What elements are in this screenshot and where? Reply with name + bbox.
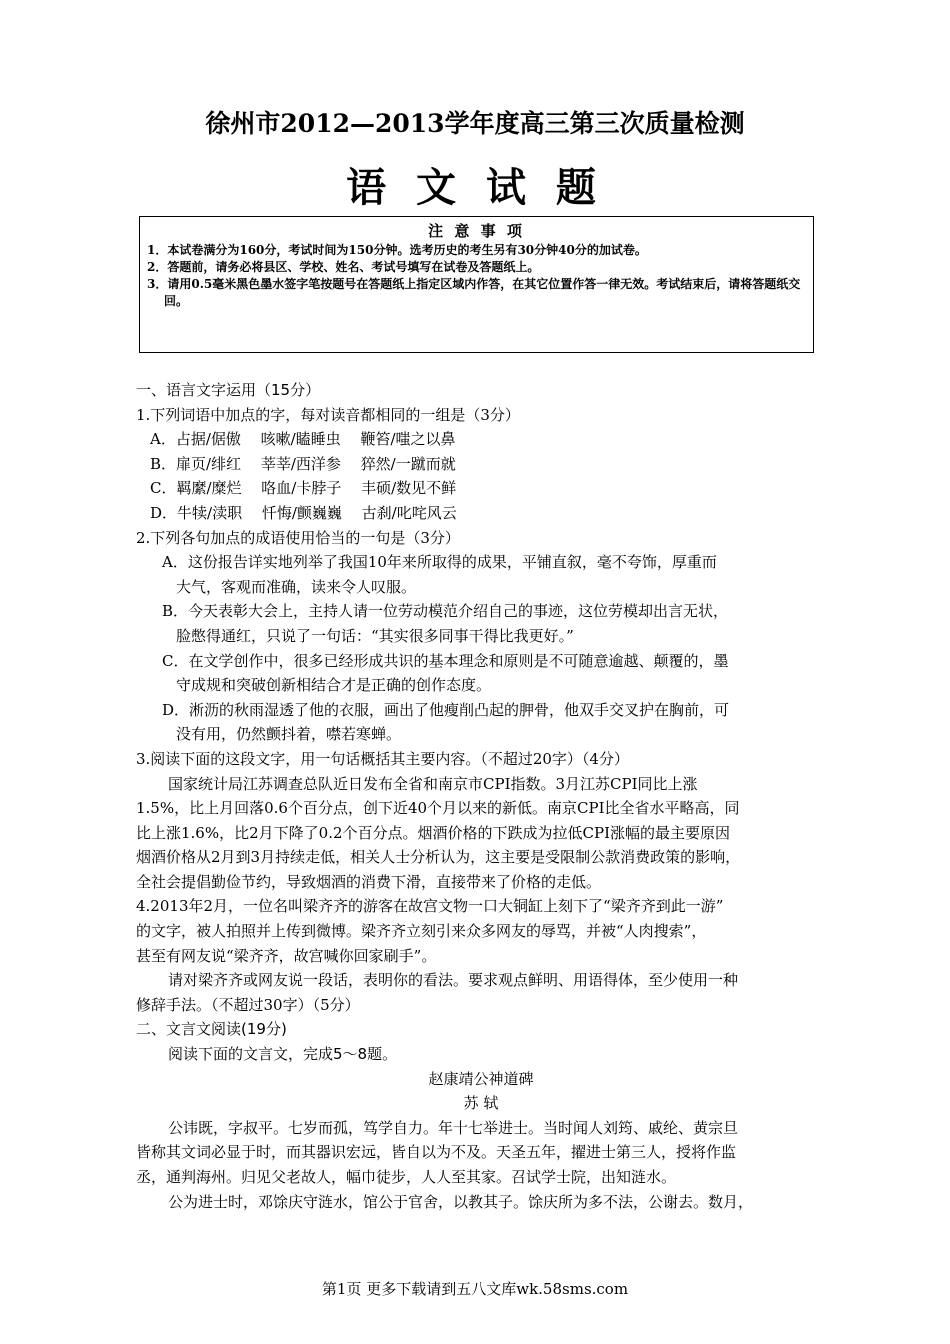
section-heading: 二、文言文阅读(19分) xyxy=(136,1020,287,1039)
question-option: A．占据/倨傲 咳嗽/瞌睡虫 鞭笞/嗤之以鼻 xyxy=(150,430,456,449)
question-requirement: 请对梁齐齐或网友说一段话，表明你的看法。要求观点鲜明、用语得体，至少使用一种 xyxy=(168,971,739,990)
exam-body xyxy=(136,378,826,1214)
question-option: C．羁縻/糜烂 咯血/卡脖子 丰硕/数见不鲜 xyxy=(150,479,457,498)
passage-line: 国家统计局江苏调查总队近日发布全省和南京市CPI指数。3月江苏CPI同比上涨 xyxy=(168,774,698,793)
section-instruction: 阅读下面的文言文，完成5～8题。 xyxy=(168,1045,398,1064)
question-stem: 2.下列各句加点的成语使用恰当的一句是（3分） xyxy=(136,528,460,547)
passage-line: 比上涨1.6%，比2月下降了0.2个百分点。烟酒价格的下跌成为拉低CPI涨幅的最主要原因 xyxy=(136,823,731,842)
passage-line: 1.5%，比上月回落0.6个百分点，创下近40个月以来的新低。南京CPI比全省水平略高，同 xyxy=(136,799,740,818)
question-option: C．在文学创作中，很多已经形成共识的基本理念和原则是不可随意逾越、颠覆的，墨 xyxy=(162,651,729,670)
question-stem: 3.阅读下面的这段文字，用一句话概括其主要内容。（不超过20字）（4分） xyxy=(136,749,629,768)
passage-line: 全社会提倡勤俭节约，导致烟酒的消费下滑，直接带来了价格的走低。 xyxy=(136,872,602,891)
essay-line: 公讳既，字叔平。七岁而孤，笃学自力。年十七举进士。当时闻人刘筠、戚纶、黄宗旦 xyxy=(168,1118,739,1137)
essay-author: 苏 轼 xyxy=(463,1094,499,1113)
question-option: B．扉页/绯红 莘莘/西洋参 猝然/一蹴而就 xyxy=(150,454,456,473)
notice-box xyxy=(139,216,814,353)
question-option: B．今天表彰大会上，主持人请一位劳动模范介绍自己的事迹，这位劳模却出言无状， xyxy=(162,602,729,621)
question-option: D．牛犊/渎职 忏悔/颤巍巍 古刹/叱咤风云 xyxy=(150,503,457,522)
notice-item: 1．本试卷满分为160分，考试时间为150分钟。选考历史的考生另有30分钟40分的加试卷。 xyxy=(147,243,647,257)
question-requirement: 修辞手法。（不超过30字）（5分） xyxy=(136,995,360,1014)
page-footer: 第1页 更多下载请到五八文库wk.58sms.com xyxy=(321,1280,629,1298)
section-heading: 一、语言文字运用（15分） xyxy=(136,381,321,399)
passage-line: 甚至有网友说“梁齐齐，故宫喊你回家刷手”。 xyxy=(136,946,437,965)
question-option: A．这份报告详实地列举了我国10年来所取得的成果，平铺直叙，毫不夸饰，厚重而 xyxy=(162,553,717,572)
question-stem: 4.2013年2月，一位名叫梁齐齐的游客在故宫文物一口大铜缸上刻下了“梁齐齐到此一游” xyxy=(136,897,724,916)
notice-item: 3．请用0.5毫米黑色墨水签字笔按题号在答题纸上指定区域内作答，在其它位置作答一律无效。考试结束后，请将答题纸交回。 xyxy=(147,277,801,308)
essay-line: 皆称其文词必显于时，而其器识宏远，皆自以为不及。天圣五年，擢进士第三人，授将作监 xyxy=(136,1143,737,1162)
question-stem: 1.下列词语中加点的字，每对读音都相同的一组是（3分） xyxy=(136,405,520,424)
essay-line: 丞，通判海州。归见父老故人，幅巾徒步，人人至其家。召试学士院，出知涟水。 xyxy=(136,1168,677,1186)
notice-item: 2．答题前，请务必将县区、学校、姓名、考试号填写在试卷及答题纸上。 xyxy=(147,260,540,274)
notice-title: 注 意 事 项 xyxy=(428,222,525,240)
question-option-continued: 守成规和突破创新相结合才是正确的创作态度。 xyxy=(176,676,492,695)
question-option: D．淅沥的秋雨湿透了他的衣服，画出了他瘦削凸起的胛骨，他双手交叉护在胸前，可 xyxy=(162,700,730,719)
question-option-continued: 没有用，仍然颤抖着，噤若寒蝉。 xyxy=(176,725,402,744)
exam-title: 徐州市2012—2013学年度高三第三次质量检测 xyxy=(205,109,745,138)
essay-title: 赵康靖公神道碑 xyxy=(428,1069,534,1088)
passage-line: 的文字，被人拍照并上传到微博。梁齐齐立刻引来众多网友的辱骂，并被“人肉搜索”， xyxy=(136,922,707,941)
exam-subject-title: 语 文 试 题 xyxy=(346,164,604,211)
question-option-continued: 脸憋得通红，只说了一句话：“其实很多同事干得比我更好。” xyxy=(176,626,574,645)
essay-line: 公为进士时，邓馀庆守涟水，馆公于官舍，以教其子。馀庆所为多不法，公谢去。数月， xyxy=(168,1192,754,1211)
question-option-continued: 大气，客观而准确，读来令人叹服。 xyxy=(176,577,417,596)
passage-line: 烟酒价格从2月到3月持续走低，相关人士分析认为，这主要是受限制公款消费政策的影响， xyxy=(136,848,741,867)
